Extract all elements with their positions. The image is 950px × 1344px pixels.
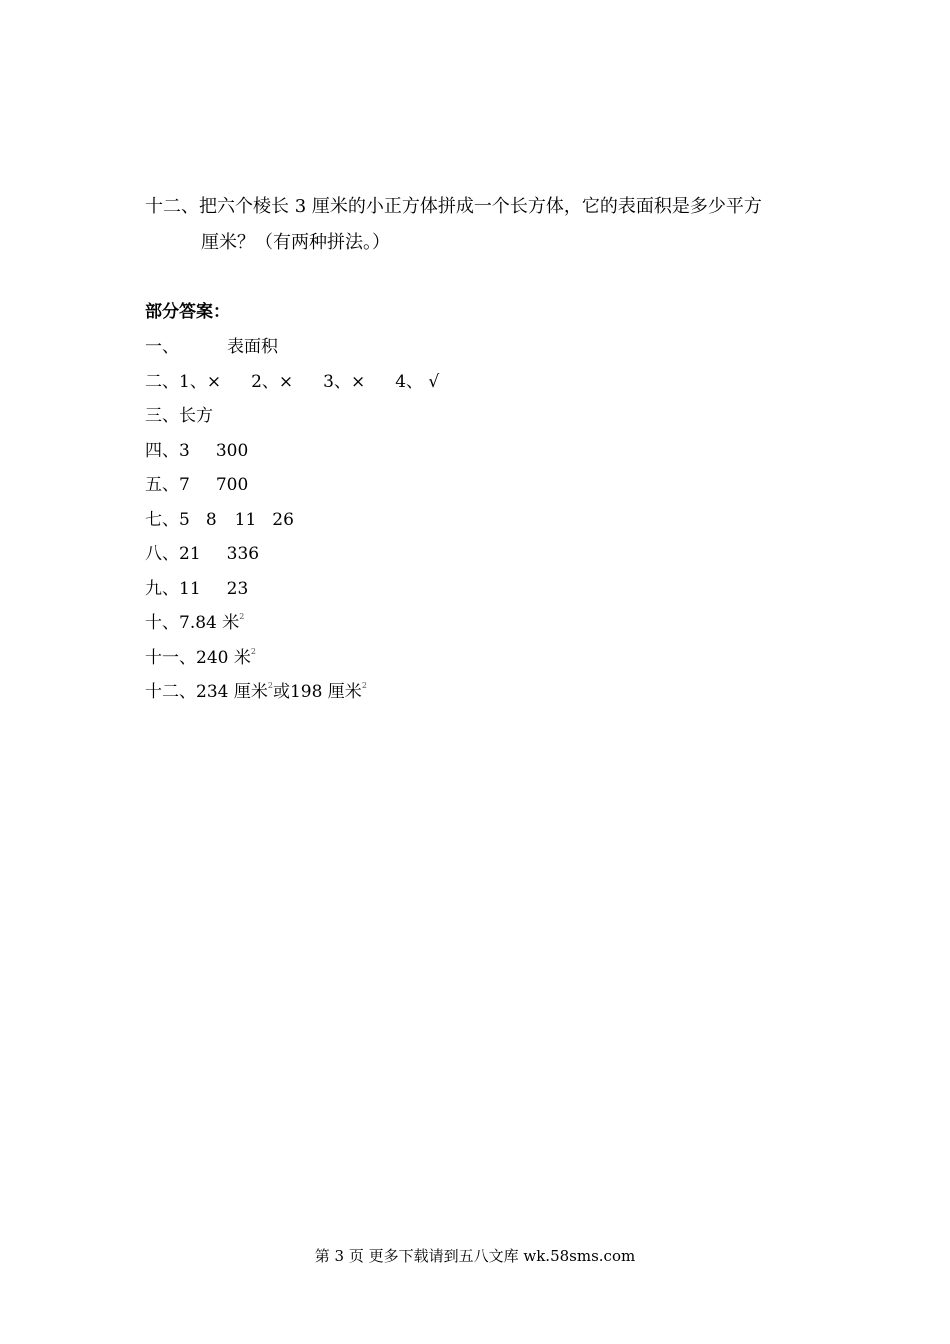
- answer-item: 2、×: [251, 372, 294, 392]
- answer-item: 336: [226, 544, 260, 564]
- answer-value: 长方: [179, 406, 213, 426]
- superscript: 2: [267, 681, 273, 690]
- answer-4: [145, 439, 248, 463]
- answer-9: [145, 577, 248, 601]
- answer-label: 七、: [145, 510, 179, 530]
- answer-10: [145, 611, 244, 635]
- superscript: 2: [239, 612, 245, 621]
- answer-label: 一、: [145, 337, 179, 357]
- answer-item: 3: [179, 441, 190, 461]
- answer-item: 11: [179, 579, 201, 599]
- answer-item: 11: [234, 510, 257, 530]
- answer-label: 五、: [145, 475, 179, 495]
- question-12-line-1: 十二、把六个棱长 3 厘米的小正方体拼成一个长方体，它的表面积是多少平方: [145, 196, 762, 217]
- answer-3: [145, 404, 213, 428]
- answer-item: 7: [179, 475, 190, 495]
- answer-label: 九、: [145, 579, 179, 599]
- answers-heading: 部分答案：: [145, 302, 230, 322]
- answer-value: 240 米: [196, 648, 251, 668]
- question-12-line-2: 厘米？（有两种拼法。）: [201, 232, 390, 253]
- answer-item: 21: [179, 544, 201, 564]
- answer-label: 十一、: [145, 648, 196, 668]
- answer-connector: 或: [272, 682, 290, 702]
- answer-label: 十二、: [145, 682, 196, 702]
- answer-value: 234 厘米: [196, 682, 268, 702]
- answer-7: [145, 508, 294, 532]
- answer-label: 二、: [145, 372, 179, 392]
- answer-12: [145, 680, 367, 704]
- answer-label: 三、: [145, 406, 179, 426]
- answer-value: 198 厘米: [289, 682, 362, 702]
- answer-11: [145, 646, 256, 670]
- answer-label: 四、: [145, 441, 179, 461]
- answer-2: [145, 370, 439, 394]
- answer-item: 1、×: [179, 372, 222, 392]
- answer-item: 26: [272, 510, 294, 530]
- answer-5: [145, 473, 248, 497]
- answer-item: 4、 √: [395, 372, 440, 392]
- superscript: 2: [250, 647, 256, 656]
- answer-value: 表面积: [227, 337, 278, 357]
- answer-item: 700: [215, 475, 249, 495]
- answer-label: 十、: [145, 613, 179, 633]
- answer-label: 八、: [145, 544, 179, 564]
- answer-item: 300: [215, 441, 249, 461]
- answer-8: [145, 542, 259, 566]
- superscript: 2: [361, 681, 367, 690]
- answer-item: 5: [179, 510, 190, 530]
- answer-item: 8: [205, 510, 217, 530]
- answer-1: [145, 335, 278, 359]
- answer-item: 23: [226, 579, 249, 599]
- answer-value: 7.84 米: [179, 613, 240, 633]
- page-footer: 第 3 页 更多下载请到五八文库 wk.58sms.com: [314, 1247, 636, 1265]
- answer-item: 3、×: [323, 372, 366, 392]
